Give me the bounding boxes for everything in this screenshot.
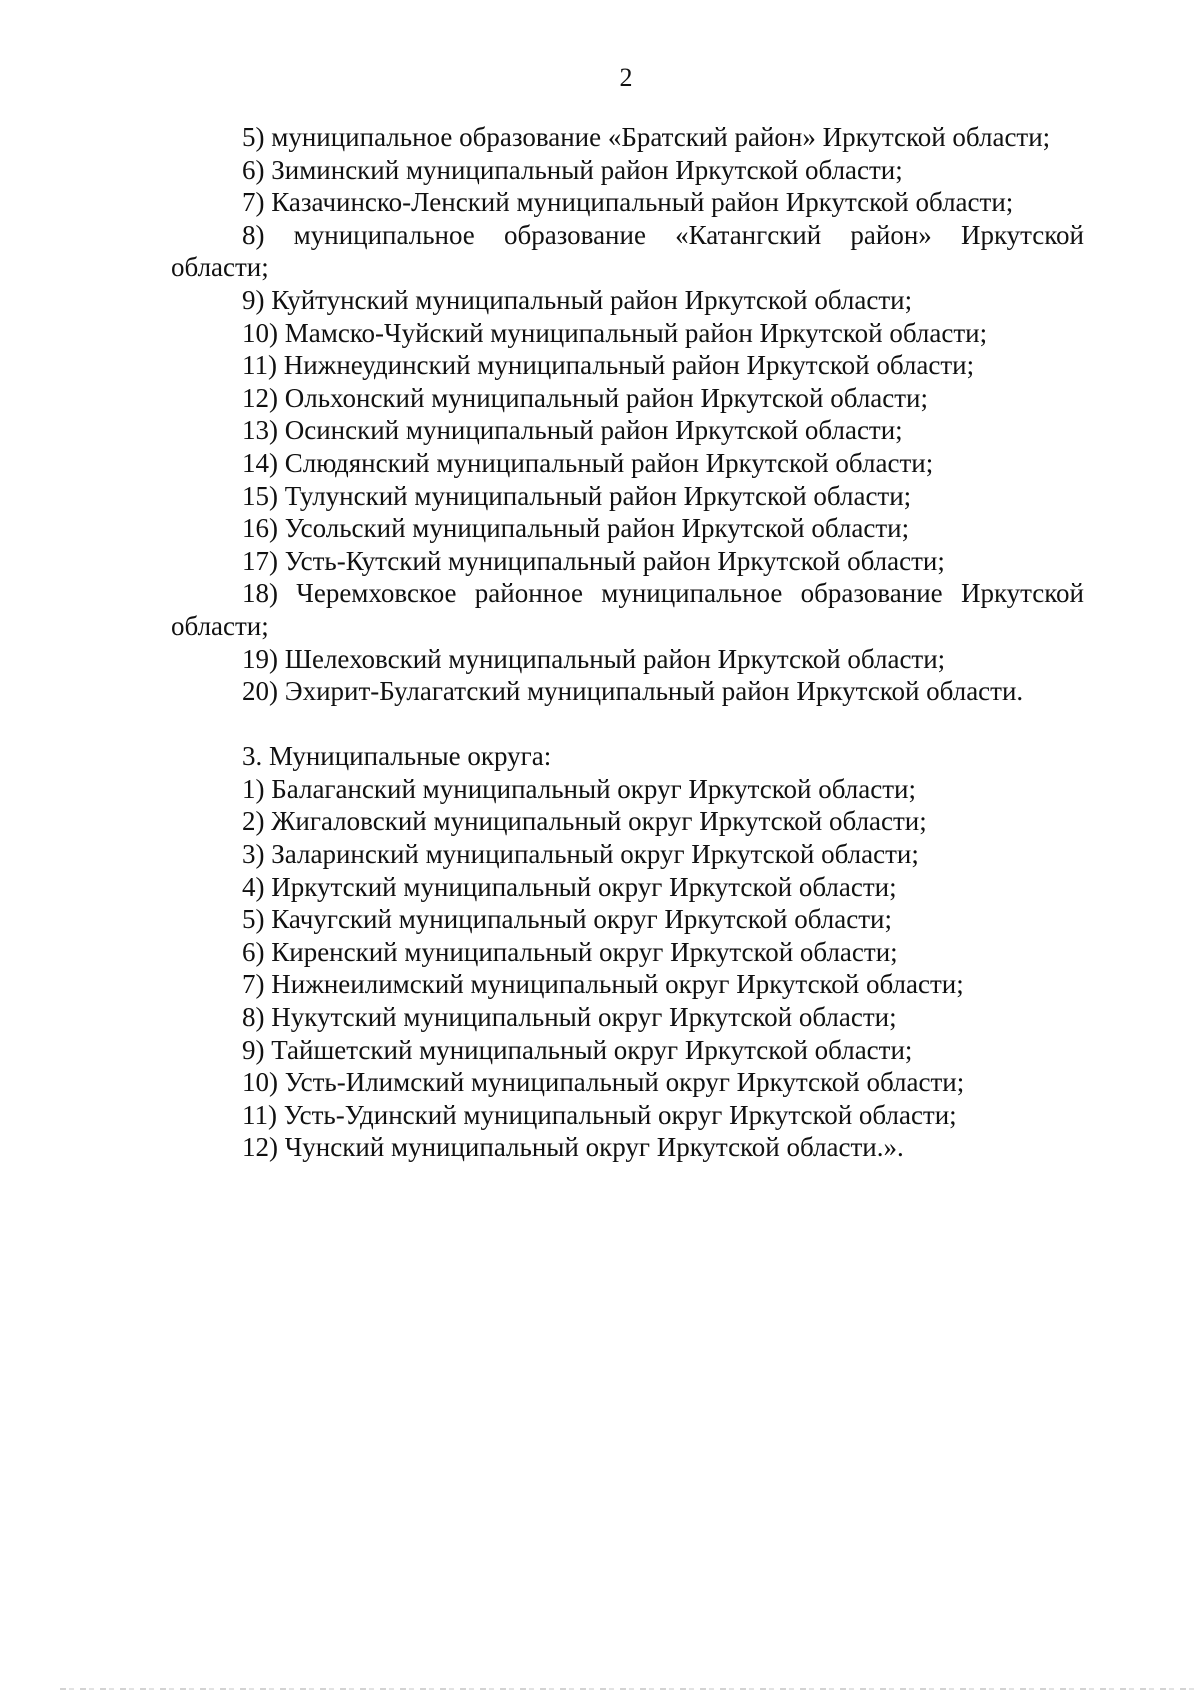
district-item: 11) Нижнеудинский муниципальный район Иркутской области; (242, 350, 975, 381)
district-item: 20) Эхирит-Булагатский муниципальный район Иркутской области. (242, 676, 1024, 707)
okrug-item: 1) Балаганский муниципальный округ Иркутской области; (242, 773, 916, 804)
district-item: 12) Ольхонский муниципальный район Иркутской области; (242, 382, 929, 413)
section-spacer (171, 708, 1084, 741)
okrug-item: 7) Нижнеилимский муниципальный округ Иркутской области; (242, 969, 964, 1000)
okrug-item: 10) Усть-Илимский муниципальный округ Иркутской области; (242, 1067, 965, 1098)
district-item: 10) Мамско-Чуйский муниципальный район Иркутской области; (242, 317, 988, 348)
district-item: 16) Усольский муниципальный район Иркутской области; (242, 513, 910, 544)
district-item: 19) Шелеховский муниципальный район Иркутской области; (242, 643, 946, 674)
okrug-item: 6) Киренский муниципальный округ Иркутской области; (242, 936, 898, 967)
district-item: 15) Тулунский муниципальный район Иркутской области; (242, 480, 912, 511)
okrug-item: 2) Жигаловский муниципальный округ Иркутской области; (242, 806, 927, 837)
district-item: 17) Усть-Кутский муниципальный район Иркутской области; (242, 545, 945, 576)
page-number: 2 (619, 63, 633, 92)
district-item: 8) муниципальное образование «Катангский район» Иркутской области; (171, 219, 1084, 283)
district-item: 6) Зиминский муниципальный район Иркутской области; (242, 154, 903, 185)
scan-artifact-line (60, 1688, 1200, 1690)
districts-list (171, 121, 1084, 708)
okrug-item: 11) Усть-Удинский муниципальный округ Иркутской области; (242, 1099, 957, 1130)
district-item: 18) Черемховское районное муниципальное образование Иркутской области; (171, 578, 1084, 641)
section-heading: 3. Муниципальные округа: (242, 741, 552, 772)
okrug-item: 5) Качугский муниципальный округ Иркутской области; (242, 904, 892, 935)
okrug-item: 9) Тайшетский муниципальный округ Иркутской области; (242, 1034, 913, 1065)
okrug-item: 4) Иркутский муниципальный округ Иркутской области; (242, 871, 897, 902)
district-item: 13) Осинский муниципальный район Иркутской области; (242, 415, 903, 446)
okrug-item: 8) Нукутский муниципальный округ Иркутской области; (242, 1002, 897, 1033)
municipal-okrugs-section (171, 740, 1084, 1164)
district-item: 7) Казачинско-Ленский муниципальный район Иркутской области; (242, 187, 1014, 218)
district-item: 5) муниципальное образование «Братский район» Иркутской области; (242, 122, 1051, 152)
okrug-item: 12) Чунский муниципальный округ Иркутской области.». (242, 1132, 904, 1163)
district-item: 14) Слюдянский муниципальный район Иркутской области; (242, 447, 934, 478)
district-item: 9) Куйтунский муниципальный район Иркутской области; (242, 284, 913, 315)
okrug-item: 3) Заларинский муниципальный округ Иркутской области; (242, 839, 919, 870)
document-body (171, 121, 1084, 1164)
